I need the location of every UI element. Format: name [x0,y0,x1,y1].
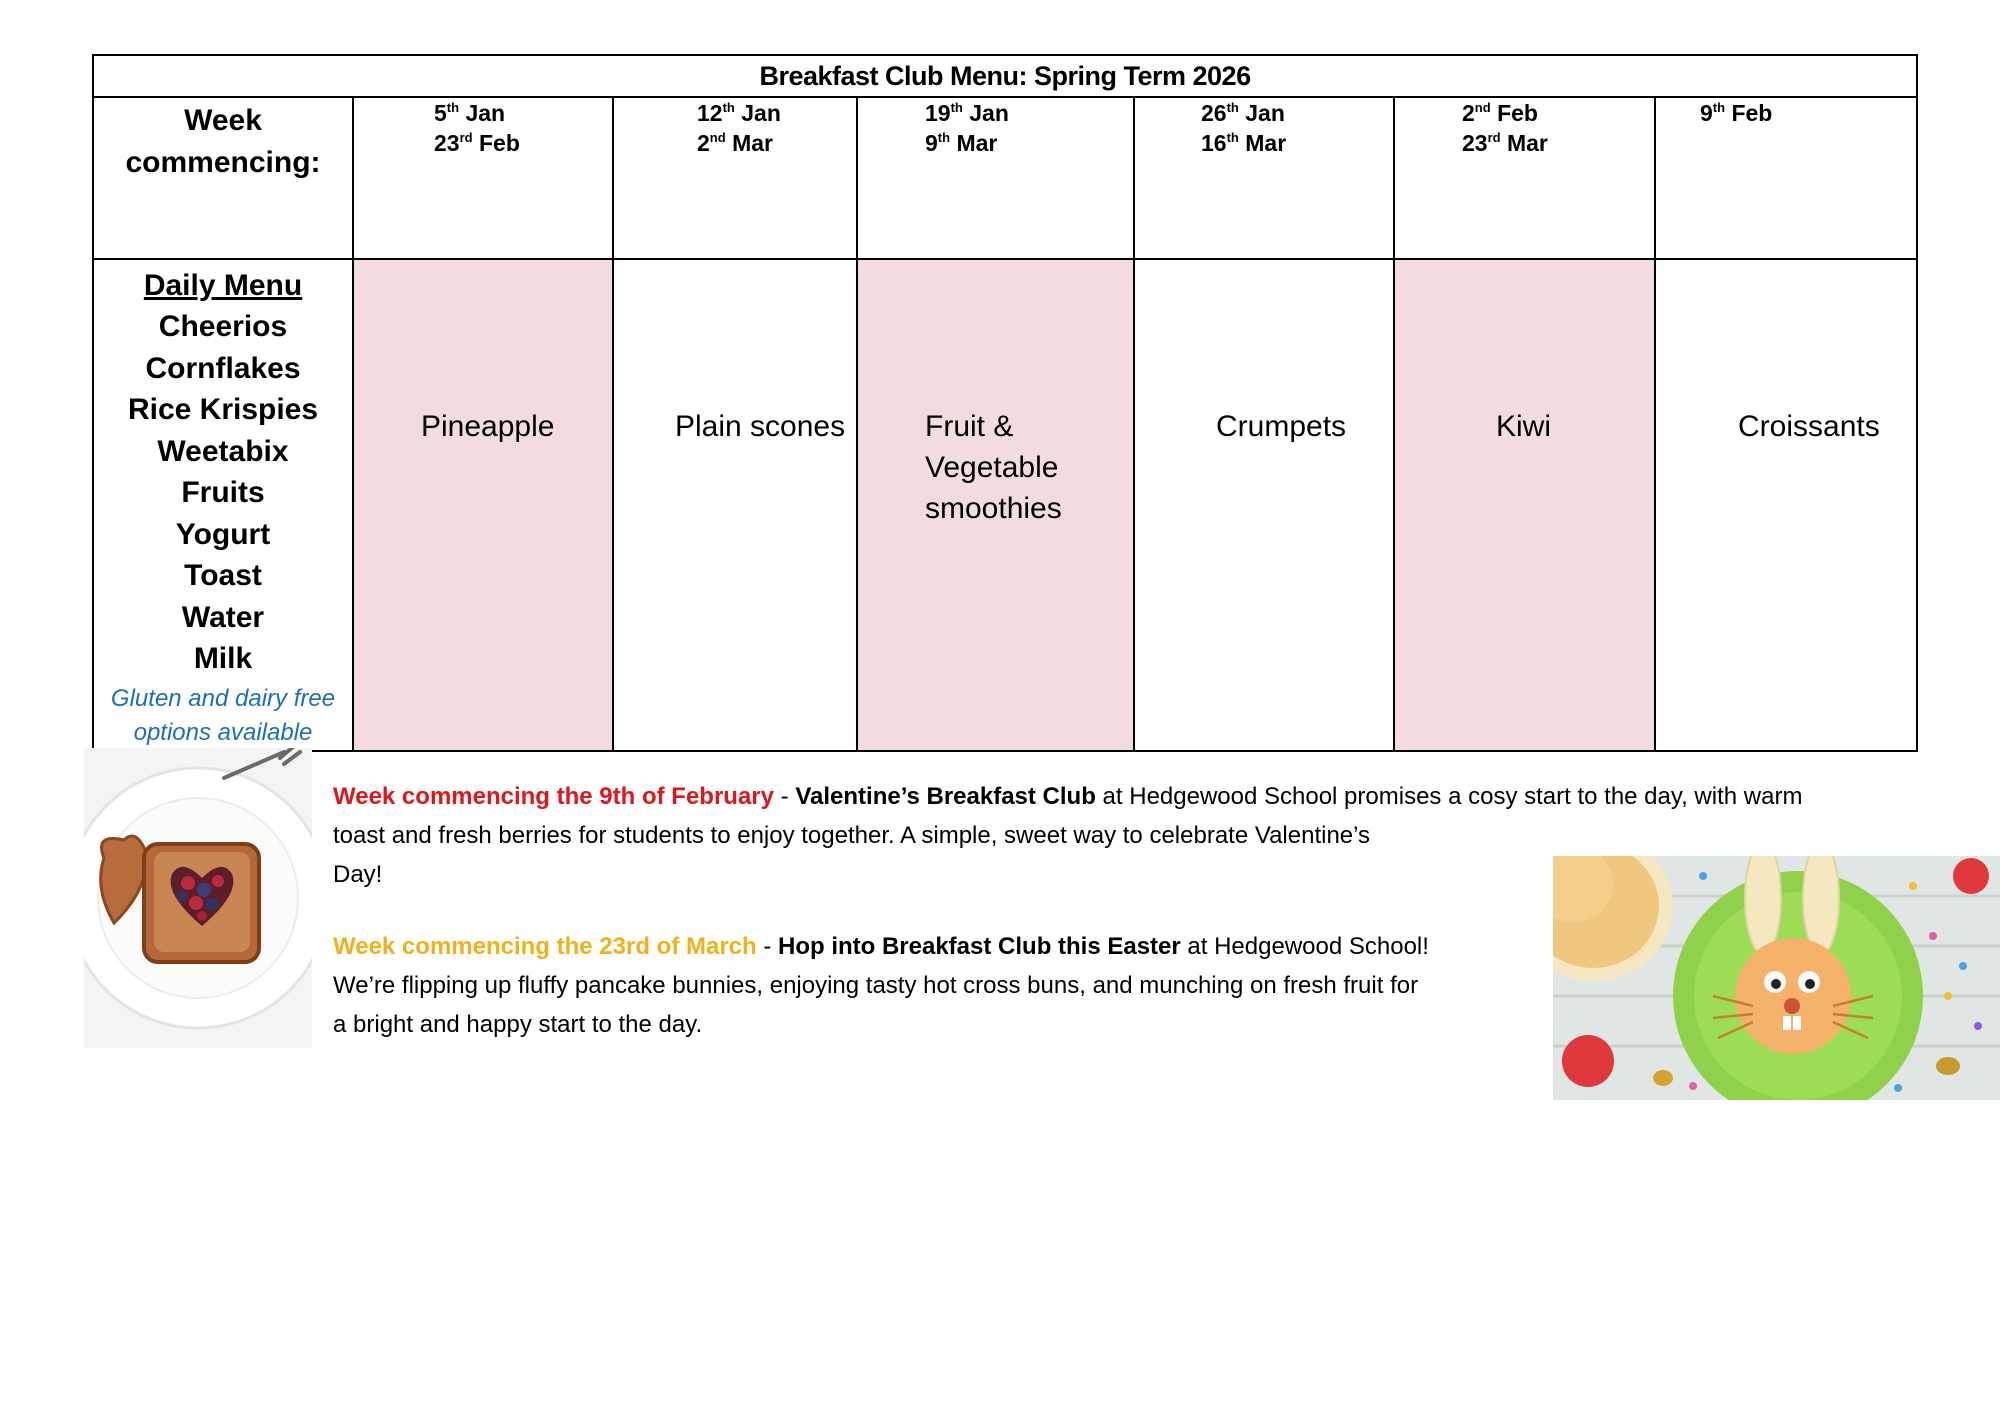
week-dates-6: 9th Feb [1655,97,1917,259]
week-dates-2: 12th Jan 2nd Mar [613,97,857,259]
daily-item-fruits: Fruits [181,476,265,509]
week-dates-1: 5th Jan 23rd Feb [353,97,613,259]
week-item-6: Croissants [1655,259,1917,751]
valentine-line-1: Week commencing the 9th of February - Valentine’s Breakfast Club at Hedgewood School promises a cosy start to the day, with warm [333,783,1803,810]
week-item-3: Fruit & Vegetable smoothies [857,259,1134,751]
valentine-toast-image [84,748,312,1048]
week-dates-4: 26th Jan 16th Mar [1134,97,1394,259]
week-dates-5: 2nd Feb 23rd Mar [1394,97,1655,259]
easter-paragraph [333,927,1548,1044]
menu-table [92,54,1918,752]
week-item-2: Plain scones [613,259,857,751]
daily-item-toast: Toast [184,559,262,592]
daily-item-cheerios: Cheerios [158,310,288,343]
valentine-week-heading: Week commencing the 9th of February [333,783,774,810]
valentine-line-2: toast and fresh berries for students to enjoy together. A simple, sweet way to celebrate Valentine’s [333,822,1371,849]
easter-week-heading: Week commencing the 23rd of March [333,933,757,960]
daily-item-water: Water [181,600,265,634]
easter-line-1: Week commencing the 23rd of March - Hop into Breakfast Club this Easter at Hedgewood School! [333,933,1429,960]
gluten-dairy-free-note: Gluten and dairy free options available [110,684,336,746]
week-item-1: Pineapple [353,259,613,751]
daily-item-weetabix: Weetabix [157,434,289,468]
week-item-4: Crumpets [1134,259,1394,751]
daily-menu-heading: Daily Menu [143,269,303,302]
daily-item-cornflakes: Cornflakes [145,351,301,385]
daily-item-rice-krispies: Rice Krispies [127,393,319,426]
menu-title: Breakfast Club Menu: Spring Term 2026 [93,55,1917,97]
easter-line-3: a bright and happy start to the day. [333,1011,703,1038]
valentine-paragraph [333,777,1973,894]
easter-title: Hop into Breakfast Club this Easter [778,933,1181,960]
daily-item-milk: Milk [193,642,253,675]
valentine-line-3: Day! [333,861,383,888]
week-commencing-label: Week commencing: [93,97,353,259]
week-item-5: Kiwi [1394,259,1655,751]
daily-item-yogurt: Yogurt [175,517,271,551]
daily-menu-cell [93,259,353,751]
week-dates-3: 19th Jan 9th Mar [857,97,1134,259]
easter-line-2: We’re flipping up fluffy pancake bunnies, enjoying tasty hot cross buns, and munching on fresh fruit for [333,972,1419,999]
valentine-title: Valentine’s Breakfast Club [795,783,1096,810]
